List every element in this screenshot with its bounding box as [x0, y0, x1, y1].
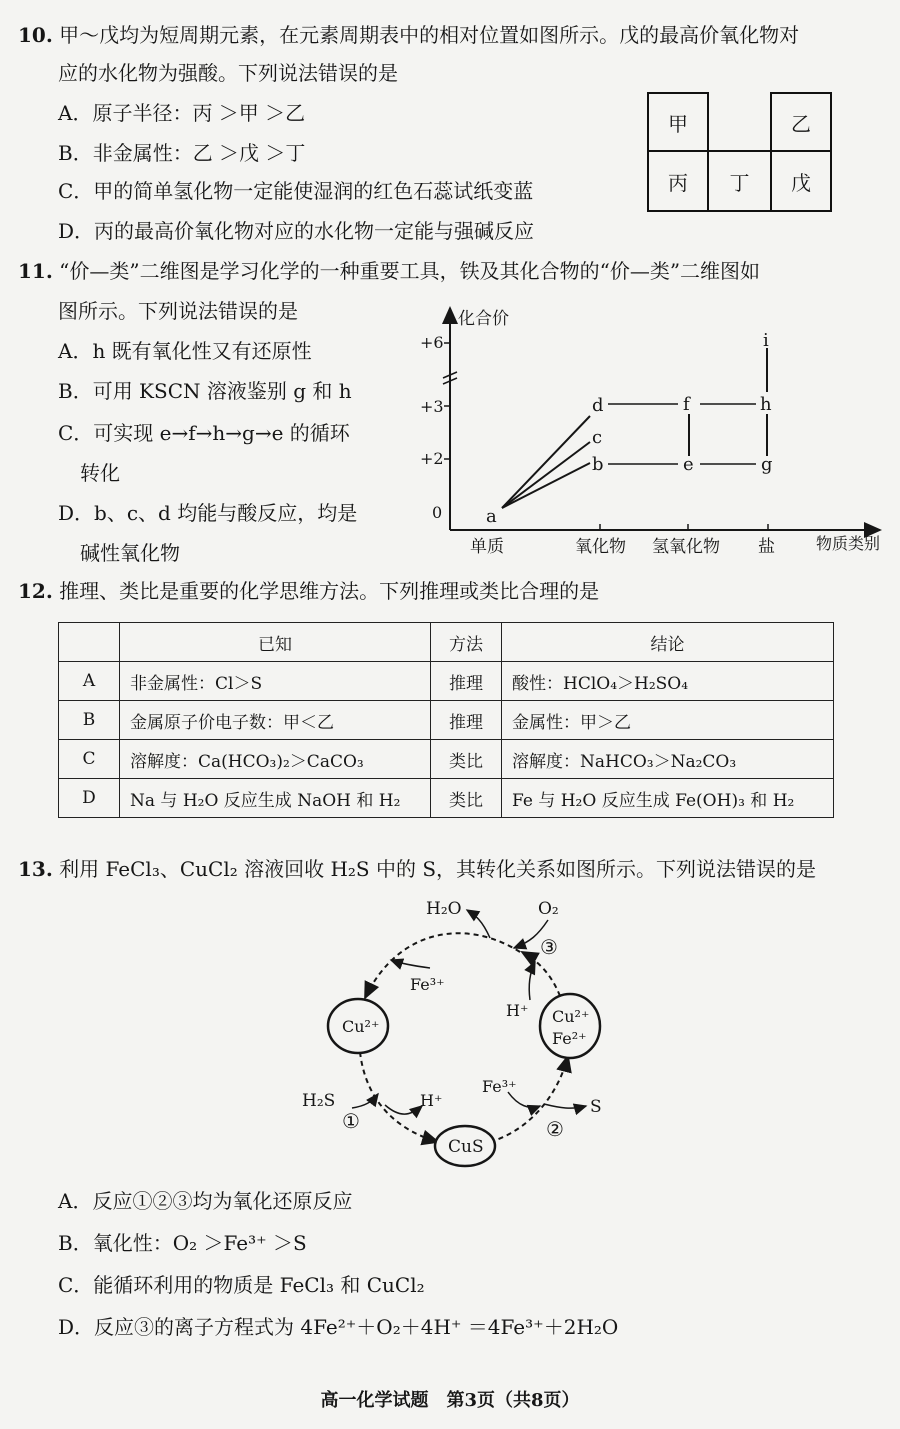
- y-axis-label: 化合价: [458, 309, 509, 329]
- q10-stem-text1: 甲～戊均为短周期元素，在元素周期表中的相对位置如图所示。戊的最高价氧化物对: [59, 23, 800, 47]
- point-d: d: [592, 395, 604, 416]
- table-cell: 金属原子价电子数：甲＜乙: [120, 701, 431, 740]
- q10-option-a: A．原子半径：丙 ＞甲 ＞乙: [58, 101, 306, 125]
- q10-number: 10.: [18, 23, 53, 47]
- label-cufe-cu: Cu²⁺: [552, 1007, 590, 1026]
- q11-option-c: C．可实现 e→f→h→g→e 的循环: [58, 421, 350, 445]
- label-fe3-bottom: Fe³⁺: [482, 1077, 517, 1096]
- node-cu-fe: [540, 994, 600, 1058]
- label-cu2plus: Cu²⁺: [342, 1017, 380, 1036]
- point-i: i: [763, 330, 769, 351]
- point-h: h: [760, 394, 772, 415]
- table-header-cell: 已知: [120, 623, 431, 662]
- point-g: g: [761, 454, 773, 475]
- q13-stem-line: [18, 856, 816, 882]
- reasoning-table: [58, 622, 834, 818]
- table-header-cell: 结论: [502, 623, 834, 662]
- cell-yi: 乙: [770, 92, 832, 152]
- q13-option-b: B．氧化性：O₂ ＞Fe³⁺ ＞S: [58, 1231, 307, 1255]
- q12-number: 12.: [18, 579, 53, 603]
- table-cell: 溶解度：Ca(HCO₃)₂＞CaCO₃: [120, 740, 431, 779]
- table-cell: 类比: [431, 740, 502, 779]
- label-cufe-fe: Fe²⁺: [552, 1029, 587, 1048]
- table-cell: C: [59, 740, 120, 779]
- y-tick-plus6: +6: [420, 333, 444, 352]
- q11-option-d: D．b、c、d 均能与酸反应，均是: [58, 501, 358, 525]
- table-cell: D: [59, 779, 120, 818]
- table-header-cell: [59, 623, 120, 662]
- arrow-fe3-top-in: [391, 960, 430, 968]
- q11-number: 11.: [18, 259, 53, 283]
- label-h2o: H₂O: [426, 899, 462, 919]
- q10-option-d: D．丙的最高价氧化物对应的水化物一定能与强碱反应: [58, 219, 535, 243]
- q13-option-c: C．能循环利用的物质是 FeCl₃ 和 CuCl₂: [58, 1273, 425, 1297]
- valence-category-chart: [410, 296, 890, 566]
- q13-stem-text: 利用 FeCl₃、CuCl₂ 溶液回收 H₂S 中的 S，其转化关系如图所示。下列说法错误的是: [59, 857, 817, 881]
- point-b: b: [592, 454, 604, 475]
- x-cat-salt: 盐: [758, 537, 775, 557]
- table-row: [59, 740, 834, 779]
- x-cat-hydroxide: 氢氧化物: [652, 537, 720, 557]
- arrow-s-out: [544, 1104, 586, 1108]
- q10-option-c: C．甲的简单氢化物一定能使湿润的红色石蕊试纸变蓝: [58, 179, 534, 203]
- q11-option-b: B．可用 KSCN 溶液鉴别 g 和 h: [58, 379, 352, 403]
- table-cell: A: [59, 662, 120, 701]
- x-cat-oxide: 氧化物: [575, 537, 626, 557]
- table-header-row: [59, 623, 834, 662]
- cell-jia: 甲: [647, 92, 709, 152]
- table-cell: Fe 与 H₂O 反应生成 Fe(OH)₃ 和 H₂: [502, 779, 834, 818]
- label-hplus-bottom: H⁺: [420, 1091, 443, 1110]
- label-h2s: H₂S: [302, 1091, 336, 1111]
- q12-stem-text: 推理、类比是重要的化学思维方法。下列推理或类比合理的是: [59, 579, 600, 603]
- arrow-h2o-out: [467, 910, 490, 938]
- y-tick-plus2: +2: [420, 449, 444, 468]
- table-cell: 非金属性：Cl＞S: [120, 662, 431, 701]
- q11-stem-line1: [18, 258, 760, 284]
- q11-option-c-cont: 转化: [80, 461, 120, 485]
- label-step2: ②: [546, 1117, 564, 1141]
- table-row: [59, 779, 834, 818]
- point-c: c: [592, 427, 603, 448]
- table-cell: 推理: [431, 662, 502, 701]
- line-a-b: [502, 463, 590, 508]
- arrow-hplus-bottom-out: [385, 1105, 422, 1114]
- table-cell: 类比: [431, 779, 502, 818]
- label-step3: ③: [540, 935, 558, 959]
- periodic-position-grid: [647, 92, 832, 212]
- q13-option-d: D．反应③的离子方程式为 4Fe²⁺＋O₂＋4H⁺ ＝4Fe³⁺＋2H₂O: [58, 1315, 619, 1339]
- arrow-hplus-right-in: [529, 962, 535, 1000]
- q11-option-a: A．h 既有氧化性又有还原性: [58, 339, 312, 363]
- q13-option-a: A．反应①②③均为氧化还原反应: [58, 1189, 353, 1213]
- x-cat-elemental: 单质: [470, 537, 504, 557]
- table-row: [59, 701, 834, 740]
- point-f: f: [683, 394, 690, 415]
- cell-wu: 戊: [770, 150, 832, 212]
- y-tick-zero: 0: [432, 503, 443, 522]
- q12-stem-line: [18, 578, 599, 604]
- q10-stem-line2: 应的水化物为强酸。下列说法错误的是: [58, 61, 398, 85]
- line-a-c: [502, 442, 590, 508]
- table-cell: B: [59, 701, 120, 740]
- q11-stem-line2: 图所示。下列说法错误的是: [58, 299, 298, 323]
- q10-stem-line1: [18, 22, 799, 48]
- label-o2: O₂: [538, 899, 559, 919]
- table-cell: Na 与 H₂O 反应生成 NaOH 和 H₂: [120, 779, 431, 818]
- q11-stem-text1: “价—类”二维图是学习化学的一种重要工具，铁及其化合物的“价—类”二维图如: [59, 259, 761, 283]
- table-header-cell: 方法: [431, 623, 502, 662]
- conversion-cycle-diagram: [290, 880, 630, 1180]
- point-a: a: [486, 506, 497, 527]
- point-e: e: [683, 454, 694, 475]
- table-cell: 金属性：甲＞乙: [502, 701, 834, 740]
- q13-number: 13.: [18, 857, 53, 881]
- label-hplus-right: H⁺: [506, 1001, 529, 1020]
- y-tick-plus3: +3: [420, 397, 444, 416]
- page-footer: 高一化学试题 第3页（共8页）: [320, 1390, 580, 1411]
- label-fe3-top: Fe³⁺: [410, 975, 445, 994]
- label-step1: ①: [342, 1109, 360, 1133]
- q10-option-b: B．非金属性：乙 ＞戊 ＞丁: [58, 141, 306, 165]
- table-cell: 推理: [431, 701, 502, 740]
- cell-ding: 丁: [707, 150, 772, 212]
- table-cell: 酸性：HClO₄＞H₂SO₄: [502, 662, 834, 701]
- x-axis-label: 物质类别: [816, 534, 881, 553]
- label-cus: CuS: [448, 1137, 484, 1157]
- line-a-d: [502, 416, 590, 508]
- table-cell: 溶解度：NaHCO₃＞Na₂CO₃: [502, 740, 834, 779]
- label-s: S: [590, 1097, 602, 1117]
- table-row: [59, 662, 834, 701]
- q11-option-d-cont: 碱性氧化物: [80, 541, 180, 565]
- cell-bing: 丙: [647, 150, 709, 212]
